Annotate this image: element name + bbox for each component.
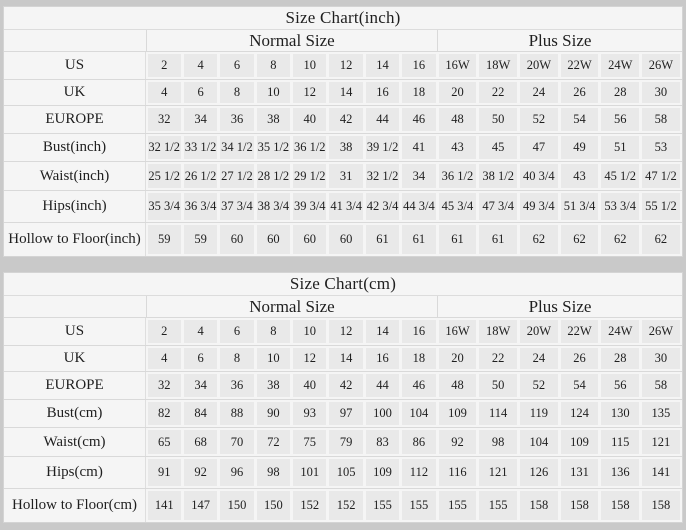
size-value-cell: 48 (439, 108, 477, 131)
size-value-cell: 20 (439, 348, 477, 369)
size-value-cell: 65 (148, 430, 181, 454)
size-value-cell: 38 (257, 374, 290, 397)
size-value-cell: 54 (561, 108, 599, 131)
row-label: US (4, 318, 146, 345)
size-value-cell: 20 (439, 82, 477, 103)
size-value-cell: 22 (479, 348, 517, 369)
size-value-cell: 105 (329, 459, 362, 486)
size-value-cell: 56 (601, 374, 639, 397)
size-value-cell: 54 (561, 374, 599, 397)
size-value-cell: 62 (642, 225, 680, 254)
size-value-cell: 58 (642, 108, 680, 131)
size-value-cell: 12 (293, 348, 326, 369)
row-label: Hips(cm) (4, 457, 146, 488)
size-value-cell: 91 (148, 459, 181, 486)
row-label: Bust(cm) (4, 400, 146, 427)
size-value-cell: 40 3/4 (520, 164, 558, 188)
size-value-cell: 18W (479, 320, 517, 343)
table-row (4, 371, 682, 399)
size-value-cell: 41 (402, 136, 435, 159)
size-value-cell: 40 (293, 108, 326, 131)
size-value-cell: 2 (148, 320, 181, 343)
size-value-cell: 36 1/2 (293, 136, 326, 159)
row-label: EUROPE (4, 372, 146, 399)
row-label: Waist(inch) (4, 162, 146, 190)
size-value-cell: 38 1/2 (479, 164, 517, 188)
table-row (4, 79, 682, 105)
size-value-cell: 88 (220, 402, 253, 425)
size-value-cell: 60 (220, 225, 253, 254)
size-value-cell: 43 (561, 164, 599, 188)
size-value-cell: 40 (293, 374, 326, 397)
size-value-cell: 84 (184, 402, 217, 425)
size-value-cell: 44 (366, 108, 399, 131)
size-value-cell: 79 (329, 430, 362, 454)
size-value-cell: 114 (479, 402, 517, 425)
size-value-cell: 62 (601, 225, 639, 254)
size-value-cell: 47 3/4 (479, 193, 517, 220)
size-value-cell: 136 (601, 459, 639, 486)
size-value-cell: 10 (257, 82, 290, 103)
size-value-cell: 48 (439, 374, 477, 397)
table-row (4, 456, 682, 488)
size-value-cell: 32 1/2 (148, 136, 181, 159)
size-value-cell: 6 (220, 320, 253, 343)
size-value-cell: 24 (520, 82, 558, 103)
size-value-cell: 34 (402, 164, 435, 188)
size-value-cell: 152 (329, 491, 362, 520)
size-value-cell: 70 (220, 430, 253, 454)
row-label: UK (4, 346, 146, 371)
size-value-cell: 124 (561, 402, 599, 425)
size-value-cell: 98 (257, 459, 290, 486)
size-value-cell: 150 (257, 491, 290, 520)
size-value-cell: 26W (642, 320, 680, 343)
size-value-cell: 25 1/2 (148, 164, 181, 188)
size-value-cell: 22W (561, 54, 599, 77)
size-value-cell: 49 3/4 (520, 193, 558, 220)
size-value-cell: 36 (220, 374, 253, 397)
group-header-row (4, 296, 682, 318)
size-value-cell: 121 (642, 430, 680, 454)
size-value-cell: 155 (439, 491, 477, 520)
size-value-cell: 46 (402, 374, 435, 397)
size-value-cell: 35 3/4 (148, 193, 181, 220)
size-value-cell: 22W (561, 320, 599, 343)
size-value-cell: 61 (439, 225, 477, 254)
size-value-cell: 14 (329, 348, 362, 369)
size-value-cell: 26 (561, 82, 599, 103)
size-value-cell: 24W (601, 54, 639, 77)
size-value-cell: 61 (402, 225, 435, 254)
size-value-cell: 34 (184, 108, 217, 131)
size-value-cell: 16 (402, 54, 435, 77)
size-value-cell: 30 (642, 348, 680, 369)
size-value-cell: 16 (366, 348, 399, 369)
size-value-cell: 26 (561, 348, 599, 369)
table-row (4, 318, 682, 345)
size-value-cell: 18 (402, 82, 435, 103)
size-value-cell: 4 (184, 320, 217, 343)
size-value-cell: 61 (479, 225, 517, 254)
size-value-cell: 104 (402, 402, 435, 425)
size-value-cell: 60 (329, 225, 362, 254)
size-value-cell: 26 1/2 (184, 164, 217, 188)
size-value-cell: 51 (601, 136, 639, 159)
size-value-cell: 119 (520, 402, 558, 425)
group-header-normal-size: Normal Size (146, 296, 437, 317)
size-value-cell: 34 (184, 374, 217, 397)
size-value-cell: 104 (520, 430, 558, 454)
size-value-cell: 4 (184, 54, 217, 77)
size-value-cell: 150 (220, 491, 253, 520)
corner-cell (4, 296, 146, 317)
corner-cell (4, 30, 146, 51)
size-value-cell: 38 (257, 108, 290, 131)
size-value-cell: 18 (402, 348, 435, 369)
size-value-cell: 8 (220, 348, 253, 369)
table-body (4, 52, 682, 256)
row-label: Hips(inch) (4, 191, 146, 222)
size-value-cell: 44 3/4 (402, 193, 435, 220)
size-value-cell: 46 (402, 108, 435, 131)
size-value-cell: 155 (402, 491, 435, 520)
group-header-plus-size: Plus Size (437, 296, 682, 317)
size-value-cell: 72 (257, 430, 290, 454)
size-value-cell: 41 3/4 (329, 193, 362, 220)
table-body (4, 318, 682, 522)
size-value-cell: 47 (520, 136, 558, 159)
size-value-cell: 10 (293, 54, 326, 77)
size-value-cell: 16 (366, 82, 399, 103)
size-value-cell: 2 (148, 54, 181, 77)
size-value-cell: 60 (293, 225, 326, 254)
size-value-cell: 8 (257, 320, 290, 343)
table-row (4, 427, 682, 456)
size-value-cell: 109 (561, 430, 599, 454)
size-value-cell: 109 (439, 402, 477, 425)
table-title-inch: Size Chart(inch) (4, 7, 682, 30)
row-label: UK (4, 80, 146, 105)
size-value-cell: 16 (402, 320, 435, 343)
table-title-cm: Size Chart(cm) (4, 273, 682, 296)
size-value-cell: 92 (184, 459, 217, 486)
size-value-cell: 52 (520, 108, 558, 131)
size-value-cell: 62 (561, 225, 599, 254)
size-value-cell: 147 (184, 491, 217, 520)
size-value-cell: 121 (479, 459, 517, 486)
size-value-cell: 20W (520, 54, 558, 77)
size-value-cell: 20W (520, 320, 558, 343)
size-value-cell: 38 3/4 (257, 193, 290, 220)
size-value-cell: 36 3/4 (184, 193, 217, 220)
size-value-cell: 8 (220, 82, 253, 103)
size-value-cell: 135 (642, 402, 680, 425)
size-value-cell: 53 3/4 (601, 193, 639, 220)
size-value-cell: 42 (329, 374, 362, 397)
group-header-row (4, 30, 682, 52)
size-value-cell: 14 (366, 54, 399, 77)
size-value-cell: 101 (293, 459, 326, 486)
size-value-cell: 24 (520, 348, 558, 369)
size-value-cell: 155 (366, 491, 399, 520)
size-value-cell: 32 (148, 374, 181, 397)
size-value-cell: 56 (601, 108, 639, 131)
size-value-cell: 16W (439, 320, 477, 343)
size-value-cell: 45 3/4 (439, 193, 477, 220)
size-value-cell: 47 1/2 (642, 164, 680, 188)
size-value-cell: 39 1/2 (366, 136, 399, 159)
size-value-cell: 43 (439, 136, 477, 159)
size-value-cell: 12 (329, 54, 362, 77)
size-value-cell: 10 (293, 320, 326, 343)
size-value-cell: 4 (148, 348, 181, 369)
size-value-cell: 42 (329, 108, 362, 131)
size-value-cell: 131 (561, 459, 599, 486)
size-value-cell: 51 3/4 (561, 193, 599, 220)
size-value-cell: 32 (148, 108, 181, 131)
size-value-cell: 59 (184, 225, 217, 254)
size-value-cell: 59 (148, 225, 181, 254)
table-row (4, 222, 682, 256)
size-value-cell: 6 (184, 82, 217, 103)
size-value-cell: 12 (329, 320, 362, 343)
size-value-cell: 100 (366, 402, 399, 425)
size-value-cell: 141 (642, 459, 680, 486)
size-value-cell: 158 (642, 491, 680, 520)
size-value-cell: 18W (479, 54, 517, 77)
size-value-cell: 62 (520, 225, 558, 254)
size-value-cell: 32 1/2 (366, 164, 399, 188)
size-value-cell: 24W (601, 320, 639, 343)
row-label: Waist(cm) (4, 428, 146, 456)
size-value-cell: 39 3/4 (293, 193, 326, 220)
size-value-cell: 98 (479, 430, 517, 454)
size-value-cell: 141 (148, 491, 181, 520)
table-row (4, 105, 682, 133)
size-value-cell: 115 (601, 430, 639, 454)
size-value-cell: 14 (329, 82, 362, 103)
table-row (4, 190, 682, 222)
size-value-cell: 52 (520, 374, 558, 397)
group-header-plus-size: Plus Size (437, 30, 682, 51)
size-value-cell: 45 (479, 136, 517, 159)
size-chart-inch-table (3, 6, 683, 257)
size-value-cell: 33 1/2 (184, 136, 217, 159)
size-value-cell: 28 (601, 348, 639, 369)
size-value-cell: 50 (479, 108, 517, 131)
size-value-cell: 49 (561, 136, 599, 159)
size-value-cell: 45 1/2 (601, 164, 639, 188)
group-header-normal-size: Normal Size (146, 30, 437, 51)
table-row (4, 133, 682, 161)
size-value-cell: 92 (439, 430, 477, 454)
size-value-cell: 30 (642, 82, 680, 103)
size-value-cell: 14 (366, 320, 399, 343)
size-value-cell: 6 (184, 348, 217, 369)
size-value-cell: 152 (293, 491, 326, 520)
row-label: EUROPE (4, 106, 146, 133)
size-value-cell: 61 (366, 225, 399, 254)
size-value-cell: 126 (520, 459, 558, 486)
size-value-cell: 158 (601, 491, 639, 520)
size-value-cell: 4 (148, 82, 181, 103)
size-value-cell: 44 (366, 374, 399, 397)
table-row (4, 161, 682, 190)
size-value-cell: 26W (642, 54, 680, 77)
size-value-cell: 53 (642, 136, 680, 159)
size-value-cell: 68 (184, 430, 217, 454)
size-value-cell: 27 1/2 (220, 164, 253, 188)
size-value-cell: 16W (439, 54, 477, 77)
size-value-cell: 158 (561, 491, 599, 520)
size-value-cell: 55 1/2 (642, 193, 680, 220)
size-value-cell: 6 (220, 54, 253, 77)
size-value-cell: 130 (601, 402, 639, 425)
size-value-cell: 60 (257, 225, 290, 254)
size-chart-cm-table (3, 272, 683, 523)
size-value-cell: 29 1/2 (293, 164, 326, 188)
size-value-cell: 28 1/2 (257, 164, 290, 188)
size-value-cell: 83 (366, 430, 399, 454)
size-value-cell: 93 (293, 402, 326, 425)
size-value-cell: 96 (220, 459, 253, 486)
size-value-cell: 8 (257, 54, 290, 77)
table-row (4, 52, 682, 79)
row-label: Bust(inch) (4, 134, 146, 161)
size-value-cell: 75 (293, 430, 326, 454)
size-value-cell: 90 (257, 402, 290, 425)
size-value-cell: 109 (366, 459, 399, 486)
size-value-cell: 82 (148, 402, 181, 425)
row-label: US (4, 52, 146, 79)
size-value-cell: 50 (479, 374, 517, 397)
size-value-cell: 97 (329, 402, 362, 425)
row-label: Hollow to Floor(inch) (4, 223, 146, 256)
size-value-cell: 112 (402, 459, 435, 486)
size-value-cell: 155 (479, 491, 517, 520)
size-value-cell: 42 3/4 (366, 193, 399, 220)
size-value-cell: 22 (479, 82, 517, 103)
table-row (4, 345, 682, 371)
size-value-cell: 12 (293, 82, 326, 103)
size-value-cell: 35 1/2 (257, 136, 290, 159)
size-value-cell: 58 (642, 374, 680, 397)
size-value-cell: 31 (329, 164, 362, 188)
size-value-cell: 37 3/4 (220, 193, 253, 220)
row-label: Hollow to Floor(cm) (4, 489, 146, 522)
size-value-cell: 86 (402, 430, 435, 454)
size-value-cell: 10 (257, 348, 290, 369)
size-value-cell: 116 (439, 459, 477, 486)
size-value-cell: 36 1/2 (439, 164, 477, 188)
size-value-cell: 28 (601, 82, 639, 103)
table-row (4, 399, 682, 427)
size-value-cell: 158 (520, 491, 558, 520)
table-row (4, 488, 682, 522)
size-value-cell: 38 (329, 136, 362, 159)
size-value-cell: 36 (220, 108, 253, 131)
size-value-cell: 34 1/2 (220, 136, 253, 159)
